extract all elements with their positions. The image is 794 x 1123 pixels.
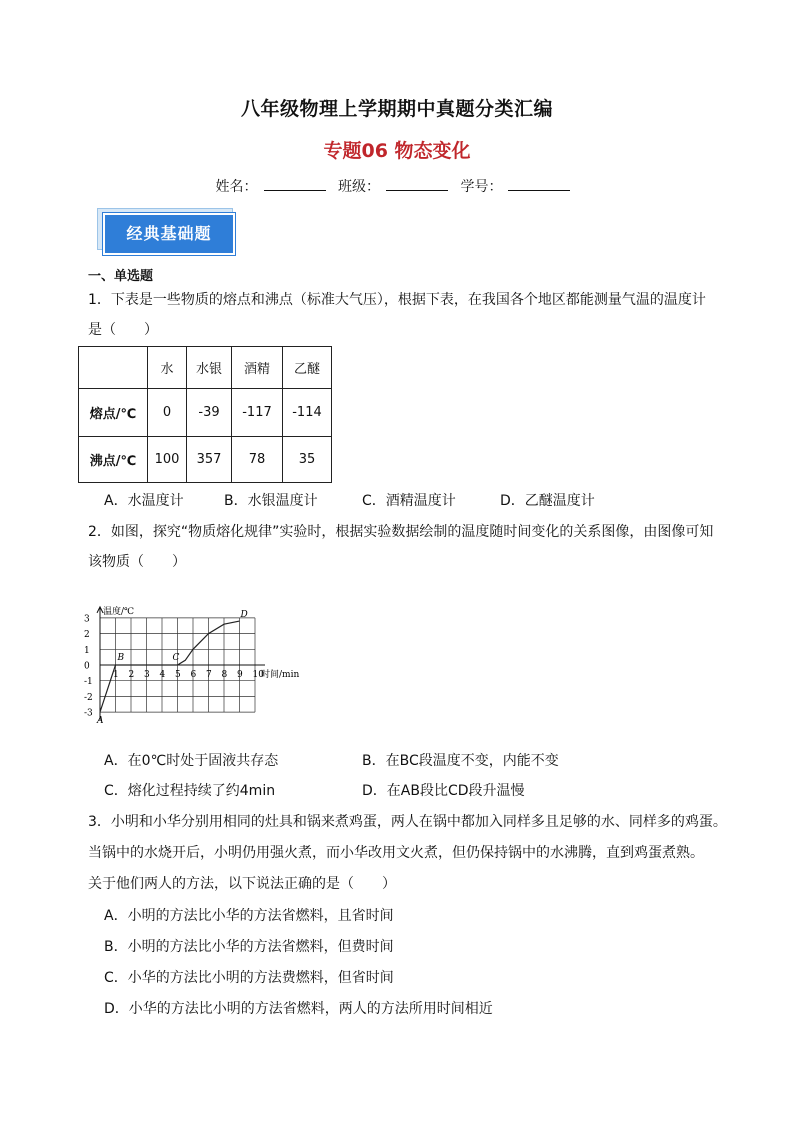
q1-option-a[interactable]: A．水温度计 <box>104 493 184 509</box>
table-row <box>79 437 332 483</box>
q3-text-line2: 当锅中的水烧开后，小明仍用强火煮，而小华改用文火煮，但仍保持锅中的水沸腾，直到鸡蛋煮熟。 <box>88 845 704 861</box>
table-header-cell: 乙醚 <box>283 347 332 389</box>
x-tick-label: 6 <box>190 670 197 680</box>
q2-text-line1: 2．如图，探究“物质熔化规律”实验时，根据实验数据绘制的温度随时间变化的关系图像，由图像可知 <box>88 524 714 540</box>
q1-text-line1: 1．下表是一些物质的熔点和沸点（标准大气压），根据下表，在我国各个地区都能测量气温的温度计 <box>88 292 706 308</box>
name-label: 姓名： <box>215 179 258 195</box>
y-tick-label: 1 <box>84 645 90 656</box>
q1-option-d[interactable]: D．乙醚温度计 <box>500 493 595 509</box>
table-cell: 0 <box>148 389 187 437</box>
section-title: 一、单选题 <box>88 269 154 284</box>
x-tick-label: 1 <box>113 670 119 680</box>
temperature-time-chart <box>84 586 324 726</box>
q3-option-c[interactable]: C．小华的方法比小明的方法费燃料，但省时间 <box>104 970 394 986</box>
student-info <box>0 176 794 196</box>
y-tick-label: -3 <box>84 708 93 719</box>
table-row <box>79 389 332 437</box>
q3-option-d[interactable]: D．小华的方法比小明的方法省燃料，两人的方法所用时间相近 <box>104 1001 493 1017</box>
q1-text-line2: 是（ ） <box>88 322 158 338</box>
table-header-cell: 水 <box>148 347 187 389</box>
q3-option-a[interactable]: A．小明的方法比小华的方法省燃料，且省时间 <box>104 908 394 924</box>
x-tick-label: 8 <box>221 670 228 680</box>
name-field[interactable] <box>264 178 326 191</box>
table-cell: -39 <box>187 389 232 437</box>
chart-ylabel: 温度/℃ <box>103 606 135 617</box>
chart-series-line <box>100 621 240 712</box>
point-label: C <box>172 653 180 663</box>
table-cell: 35 <box>283 437 332 483</box>
id-label: 学号： <box>460 179 503 195</box>
q3-option-b[interactable]: B．小明的方法比小华的方法省燃料，但费时间 <box>104 939 394 955</box>
y-tick-label: 0 <box>84 661 90 672</box>
section-banner <box>97 208 241 256</box>
y-tick-label: 2 <box>84 630 90 641</box>
y-tick-label: -1 <box>84 677 93 688</box>
table-cell: 熔点/℃ <box>79 389 148 437</box>
x-tick-label: 5 <box>175 670 181 680</box>
id-field[interactable] <box>508 178 570 191</box>
banner-label: 经典基础题 <box>103 213 235 255</box>
q3-text-line3: 关于他们两人的方法，以下说法正确的是（ ） <box>88 876 396 892</box>
point-label: B <box>117 653 125 663</box>
q2-text-line2: 该物质（ ） <box>88 554 186 570</box>
x-tick-label: 7 <box>206 670 212 680</box>
x-tick-label: 9 <box>237 670 243 680</box>
x-tick-label: 4 <box>159 670 166 680</box>
chart-svg <box>84 586 324 726</box>
table-cell: 357 <box>187 437 232 483</box>
table-header-cell: 酒精 <box>232 347 283 389</box>
x-tick-label: 10 <box>252 670 264 680</box>
q1-option-b[interactable]: B．水银温度计 <box>224 493 318 509</box>
table-cell: -117 <box>232 389 283 437</box>
x-tick-label: 3 <box>144 670 150 680</box>
q2-option-d[interactable]: D．在AB段比CD段升温慢 <box>362 783 525 799</box>
table-cell: -114 <box>283 389 332 437</box>
table-header-cell: 水银 <box>187 347 232 389</box>
x-tick-label: 2 <box>128 670 135 680</box>
point-label: A <box>97 716 104 726</box>
class-field[interactable] <box>386 178 448 191</box>
table-cell: 100 <box>148 437 187 483</box>
y-tick-label: -2 <box>84 692 93 703</box>
y-tick-label: 3 <box>84 614 90 625</box>
q2-option-b[interactable]: B．在BC段温度不变，内能不变 <box>362 753 559 769</box>
table-header-cell <box>79 347 148 389</box>
melting-boiling-table <box>78 346 332 483</box>
q2-option-a[interactable]: A．在0℃时处于固液共存态 <box>104 753 279 769</box>
page-title: 八年级物理上学期期中真题分类汇编 <box>240 98 553 120</box>
table-cell: 沸点/℃ <box>79 437 148 483</box>
page-subtitle: 专题06 物态变化 <box>323 140 471 162</box>
q3-text-line1: 3．小明和小华分别用相同的灶具和锅来煮鸡蛋，两人在锅中都加入同样多且足够的水、同样多的鸡蛋。 <box>88 814 727 830</box>
class-label: 班级： <box>338 179 380 195</box>
q1-option-c[interactable]: C．酒精温度计 <box>362 493 456 509</box>
chart-labels <box>84 610 264 726</box>
point-label: D <box>240 610 248 621</box>
chart-xlabel: 时间/min <box>261 670 300 680</box>
table-cell: 78 <box>232 437 283 483</box>
q2-option-c[interactable]: C．熔化过程持续了约4min <box>104 783 276 799</box>
